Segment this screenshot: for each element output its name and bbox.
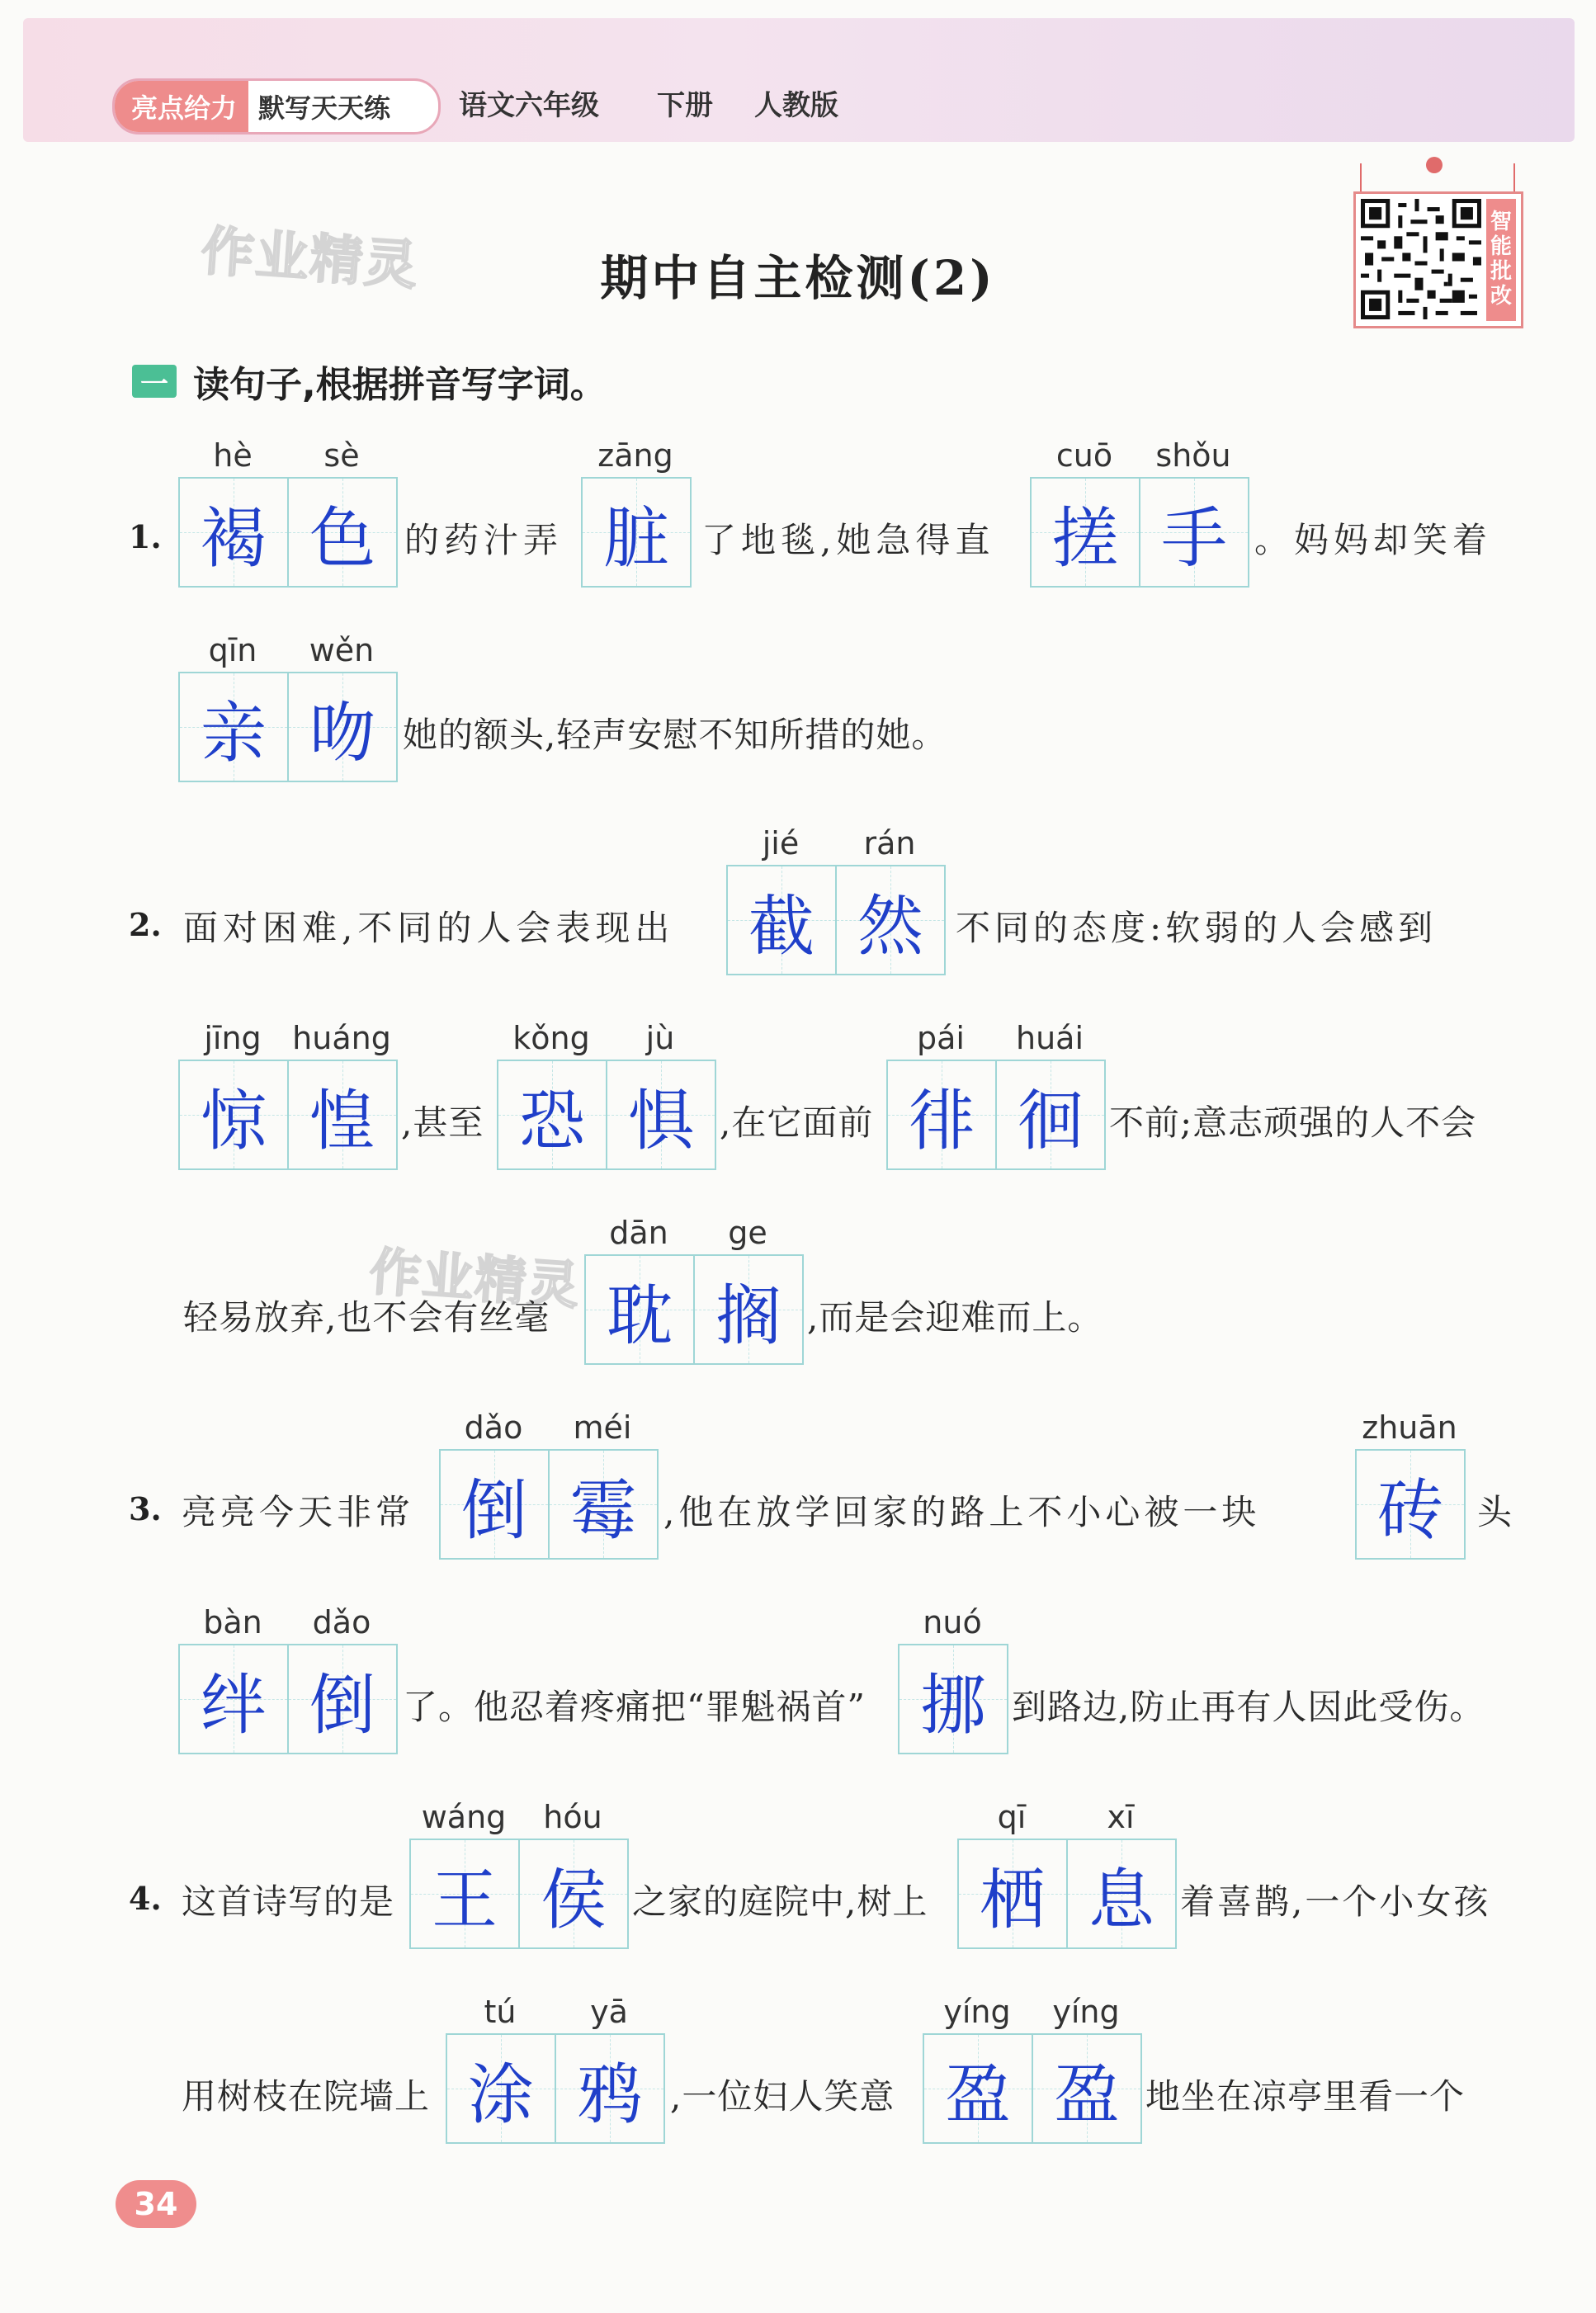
answer-box[interactable] bbox=[606, 1061, 715, 1168]
sentence-text: 着喜鹊,一个小女孩 bbox=[1180, 1881, 1491, 1922]
pinyin: shǒu bbox=[1155, 437, 1231, 474]
sentence-text: 不同的态度:软弱的人会感到 bbox=[956, 908, 1438, 948]
answer-char: 截 bbox=[748, 887, 815, 965]
qr-tag-char: 能 bbox=[1490, 234, 1512, 260]
pinyin: méi bbox=[573, 1409, 632, 1446]
answer-box[interactable] bbox=[180, 1645, 287, 1753]
answer-char: 色 bbox=[309, 499, 375, 577]
sentence-text: 亮亮今天非常 bbox=[182, 1492, 415, 1532]
answer-char: 亲 bbox=[201, 694, 267, 772]
pinyin: kǒng bbox=[512, 1020, 590, 1056]
answer-box[interactable] bbox=[548, 1451, 657, 1558]
pinyin-answer-group bbox=[1355, 1409, 1466, 1560]
sentence-text: ,在它面前 bbox=[720, 1102, 874, 1143]
pinyin-answer-group bbox=[497, 1020, 716, 1170]
pinyin: yíng bbox=[943, 1994, 1011, 2030]
answer-char: 霉 bbox=[570, 1471, 636, 1549]
answer-char: 褐 bbox=[201, 499, 267, 577]
answer-box[interactable] bbox=[518, 1840, 627, 1947]
pinyin: zhuān bbox=[1362, 1409, 1457, 1446]
answer-box[interactable] bbox=[447, 2035, 555, 2142]
pinyin: ge bbox=[728, 1215, 767, 1251]
answer-box[interactable] bbox=[441, 1451, 548, 1558]
pinyin: yíng bbox=[1052, 1994, 1120, 2030]
answer-box[interactable] bbox=[498, 1061, 606, 1168]
pinyin: tú bbox=[484, 1994, 517, 2030]
answer-box[interactable] bbox=[180, 1061, 287, 1168]
pinyin-answer-group bbox=[923, 1994, 1142, 2144]
volume-label: 下册 bbox=[657, 89, 713, 122]
pinyin-answer-group bbox=[439, 1409, 659, 1560]
answer-char: 恐 bbox=[519, 1082, 585, 1159]
book-title: 默写天天练 bbox=[258, 92, 391, 124]
sentence-text: ,甚至 bbox=[401, 1102, 484, 1143]
answer-char: 涂 bbox=[468, 2056, 534, 2133]
watermark: 作业精灵 bbox=[199, 220, 421, 298]
pinyin: dān bbox=[609, 1215, 668, 1251]
pinyin: yā bbox=[590, 1994, 628, 2030]
answer-box[interactable] bbox=[728, 866, 835, 974]
pinyin-answer-group bbox=[584, 1215, 804, 1365]
sentence-text: ,一位妇人笑意 bbox=[670, 2076, 895, 2117]
sentence-text: 面对困难,不同的人会表现出 bbox=[183, 908, 675, 948]
answer-box[interactable] bbox=[835, 866, 944, 974]
question-number: 4. bbox=[129, 1880, 162, 1917]
answer-box[interactable] bbox=[287, 1645, 396, 1753]
series-brand bbox=[112, 78, 441, 135]
pinyin: dǎo bbox=[464, 1409, 523, 1446]
pinyin-answer-group bbox=[178, 437, 398, 588]
answer-char: 徊 bbox=[1018, 1082, 1084, 1159]
answer-char: 盈 bbox=[945, 2056, 1011, 2133]
pinyin: pái bbox=[917, 1020, 965, 1056]
answer-box[interactable] bbox=[555, 2035, 663, 2142]
answer-char: 耽 bbox=[607, 1277, 673, 1354]
pinyin: rán bbox=[863, 825, 916, 861]
sentence-text: 她的额头,轻声安慰不知所措的她。 bbox=[403, 715, 947, 755]
answer-char: 栖 bbox=[980, 1861, 1046, 1938]
answer-char: 倒 bbox=[309, 1666, 375, 1744]
pinyin-answer-group bbox=[178, 1020, 398, 1170]
pinyin-answer-group bbox=[957, 1799, 1177, 1949]
answer-char: 挪 bbox=[920, 1666, 986, 1744]
pinyin: dǎo bbox=[312, 1604, 371, 1640]
pinyin-answer-group bbox=[446, 1994, 665, 2144]
answer-char: 砖 bbox=[1377, 1471, 1443, 1549]
answer-char: 惶 bbox=[309, 1082, 375, 1159]
section-instruction: 读句子,根据拼音写字词。 bbox=[193, 364, 607, 406]
answer-char: 惧 bbox=[628, 1082, 694, 1159]
pinyin: wěn bbox=[309, 632, 375, 668]
sentence-text: 到路边,防止再有人因此受伤。 bbox=[1012, 1687, 1485, 1727]
answer-box[interactable] bbox=[1032, 479, 1139, 586]
pinyin: qī bbox=[997, 1799, 1027, 1835]
answer-char: 搁 bbox=[715, 1277, 781, 1354]
qr-tag-char: 智 bbox=[1490, 210, 1512, 235]
question-number: 2. bbox=[129, 906, 162, 943]
sentence-text: ,他在放学回家的路上不小心被一块 bbox=[663, 1492, 1261, 1532]
page-title: 期中自主检测(2) bbox=[600, 250, 996, 306]
pinyin: zāng bbox=[597, 437, 673, 474]
sentence-text: 地坐在凉亭里看一个 bbox=[1145, 2076, 1466, 2117]
answer-box[interactable] bbox=[583, 479, 690, 586]
answer-char: 倒 bbox=[461, 1471, 527, 1549]
question-number: 3. bbox=[129, 1490, 162, 1527]
sentence-text: 用树枝在院墙上 bbox=[182, 2076, 431, 2117]
pinyin-answer-group bbox=[886, 1020, 1106, 1170]
answer-char: 搓 bbox=[1052, 499, 1118, 577]
pinyin-answer-group bbox=[409, 1799, 629, 1949]
pinyin: cuō bbox=[1055, 437, 1113, 474]
answer-box[interactable] bbox=[180, 479, 287, 586]
answer-box[interactable] bbox=[287, 479, 396, 586]
pinyin: hè bbox=[213, 437, 253, 474]
answer-char: 王 bbox=[432, 1861, 498, 1938]
answer-box[interactable] bbox=[888, 1061, 995, 1168]
pinyin: huái bbox=[1015, 1020, 1084, 1056]
pinyin: jīng bbox=[204, 1020, 262, 1056]
answer-box[interactable] bbox=[287, 1061, 396, 1168]
qr-hook bbox=[1426, 157, 1443, 173]
pinyin-answer-group bbox=[1030, 437, 1249, 588]
qr-tag-char: 改 bbox=[1490, 283, 1512, 309]
answer-box[interactable] bbox=[1139, 479, 1248, 586]
pinyin: jié bbox=[762, 825, 800, 861]
answer-char: 侯 bbox=[541, 1861, 607, 1938]
answer-box[interactable] bbox=[287, 673, 396, 781]
answer-char: 鸦 bbox=[577, 2056, 643, 2133]
brand-label: 亮点给力 bbox=[115, 81, 248, 132]
pinyin: hóu bbox=[543, 1799, 602, 1835]
pinyin-answer-group bbox=[726, 825, 946, 975]
answer-box[interactable] bbox=[180, 673, 287, 781]
pinyin: bàn bbox=[203, 1604, 262, 1640]
answer-char: 盈 bbox=[1054, 2056, 1120, 2133]
qr-tag-char: 批 bbox=[1490, 259, 1512, 284]
qr-code-icon bbox=[1361, 199, 1481, 319]
sentence-text: 不前;意志顽强的人不会 bbox=[1109, 1102, 1477, 1143]
subject-grade: 语文六年级 bbox=[459, 89, 599, 122]
smart-grading-tag bbox=[1486, 199, 1516, 321]
pinyin: xī bbox=[1107, 1799, 1135, 1835]
section-number-badge: 一 bbox=[132, 365, 177, 398]
watermark: 作业精灵 bbox=[367, 1241, 583, 1316]
pinyin: qīn bbox=[208, 632, 257, 668]
answer-char: 手 bbox=[1161, 499, 1227, 577]
qr-code-card[interactable] bbox=[1353, 191, 1523, 328]
answer-box[interactable] bbox=[1032, 2035, 1140, 2142]
answer-box[interactable] bbox=[959, 1840, 1066, 1947]
sentence-text: 这首诗写的是 bbox=[182, 1881, 395, 1922]
sentence-text: 之家的庭院中,树上 bbox=[632, 1881, 928, 1922]
pinyin: wáng bbox=[421, 1799, 507, 1835]
pinyin: nuó bbox=[923, 1604, 982, 1640]
pinyin: sè bbox=[323, 437, 360, 474]
sentence-text: 轻易放弃,也不会有丝毫 bbox=[183, 1297, 550, 1338]
answer-box[interactable] bbox=[693, 1256, 802, 1363]
pinyin-answer-group bbox=[178, 1604, 398, 1754]
sentence-text: ,而是会迎难而上。 bbox=[807, 1297, 1103, 1338]
answer-char: 徘 bbox=[909, 1082, 975, 1159]
sentence-text: 。妈妈却笑着 bbox=[1254, 520, 1493, 560]
section-heading bbox=[132, 355, 607, 408]
answer-box[interactable] bbox=[586, 1256, 693, 1363]
answer-box[interactable] bbox=[1066, 1840, 1175, 1947]
pinyin: jù bbox=[645, 1020, 675, 1056]
page-number: 34 bbox=[116, 2180, 196, 2228]
answer-char: 惊 bbox=[201, 1082, 267, 1159]
answer-char: 然 bbox=[857, 887, 923, 965]
pinyin: huáng bbox=[292, 1020, 391, 1056]
answer-box[interactable] bbox=[1357, 1451, 1464, 1558]
sentence-text: 了地毯,她急得直 bbox=[701, 520, 995, 560]
answer-box[interactable] bbox=[995, 1061, 1104, 1168]
answer-char: 绊 bbox=[201, 1666, 267, 1744]
answer-char: 吻 bbox=[309, 694, 375, 772]
pinyin-answer-group bbox=[898, 1604, 1008, 1754]
sentence-text: 的药汁弄 bbox=[404, 520, 564, 560]
answer-char: 脏 bbox=[603, 499, 669, 577]
pinyin-answer-group bbox=[178, 632, 398, 782]
answer-box[interactable] bbox=[924, 2035, 1032, 2142]
answer-box[interactable] bbox=[900, 1645, 1007, 1753]
answer-box[interactable] bbox=[411, 1840, 518, 1947]
answer-char: 息 bbox=[1088, 1861, 1155, 1938]
pinyin-answer-group bbox=[581, 437, 692, 588]
question-number: 1. bbox=[129, 518, 162, 555]
sentence-text: 头 bbox=[1477, 1492, 1518, 1532]
sentence-text: 了。他忍着疼痛把“罪魁祸首” bbox=[403, 1687, 866, 1727]
edition-label: 人教版 bbox=[754, 89, 838, 122]
